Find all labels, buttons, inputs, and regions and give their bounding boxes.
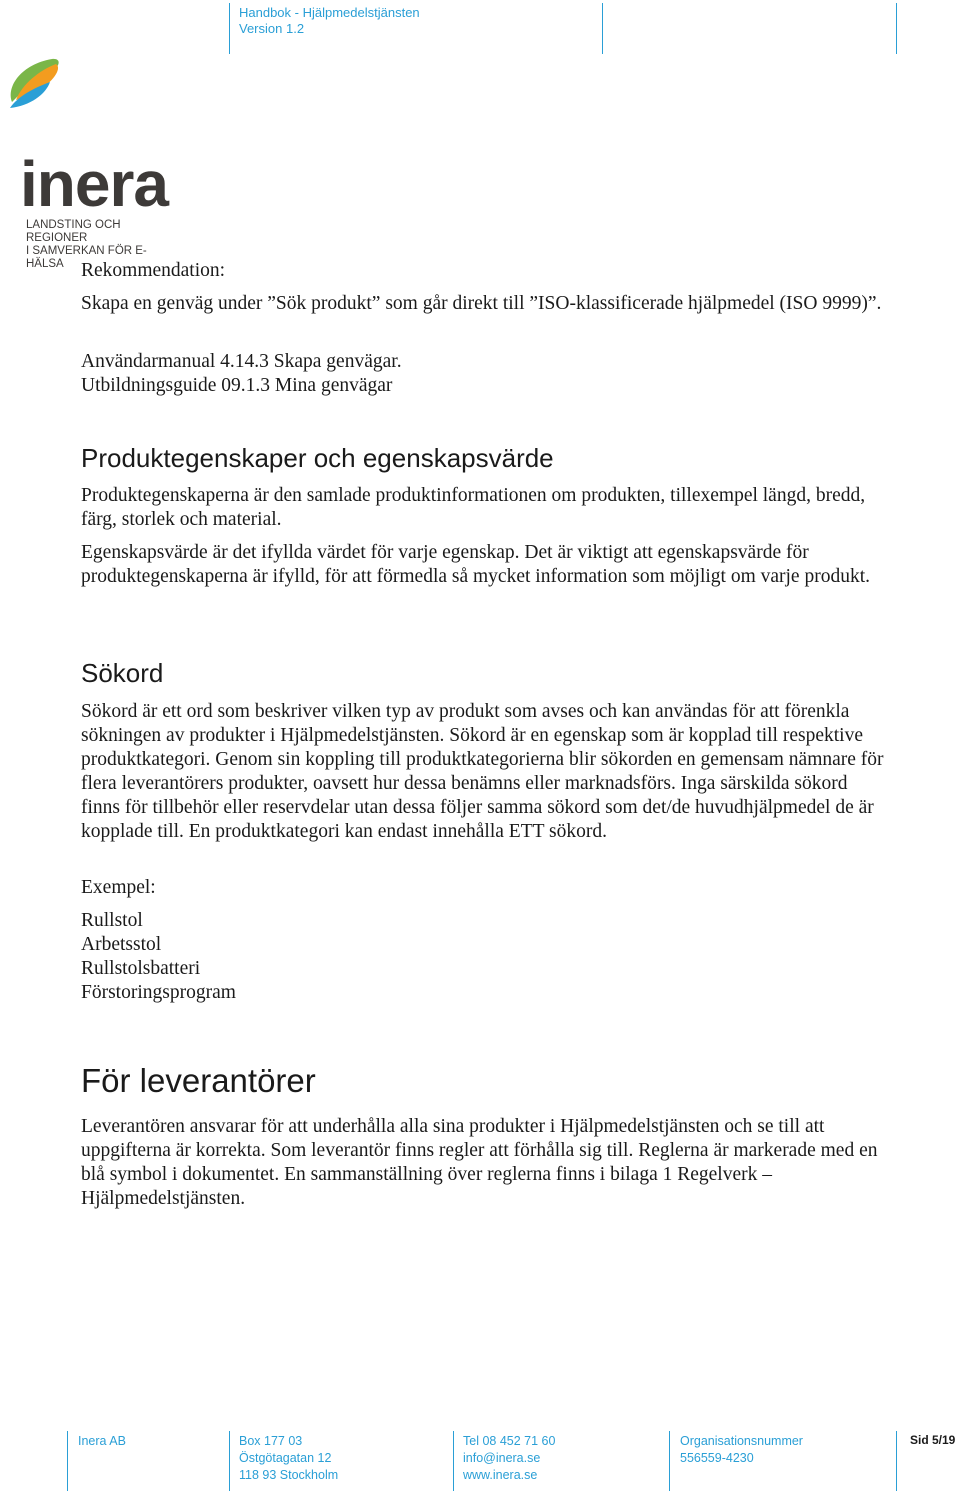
footer-phone: Tel 08 452 71 60 — [463, 1434, 556, 1448]
heading-leverantorer: För leverantörer — [81, 1062, 316, 1099]
header-divider-2 — [602, 3, 603, 54]
paragraph-egenskapsvarde: Egenskapsvärde är det ifyllda värdet för varje egenskap. Det är viktigt att egenskapsvärde för produktegenskaperna är ifylld, för att förmedla så mycket information som möjligt om varje produkt. — [81, 542, 870, 587]
footer-org: Organisationsnummer 556559-4230 — [680, 1434, 803, 1465]
footer-email[interactable]: info@inera.se — [463, 1451, 541, 1465]
heading-sokord: Sökord — [81, 658, 164, 688]
footer-address: Box 177 03 Östgötagatan 12 118 93 Stockholm — [239, 1434, 339, 1482]
footer-divider-5 — [896, 1431, 897, 1491]
paragraph-sokord: Sökord är ett ord som beskriver vilken typ av produkt som avses och kan användas för att förenkla sökningen av produkter i Hjälpmedelstjänsten. Sökord är en egenskap som är kopplad till respektive produktkategori. Genom sin koppling till produktkategorierna blir sökorden en gemensam nämnare för flera leverantörers produkter, oavsett hur dessa benämns eller marknadsförs. Inga särskilda sökord finns för tillbehör eller reservdelar utan dessa följer samma sökord som det/de huvudhjälpmedel de är kopplade till. En produktkategori kan endast innehålla ETT sökord. — [81, 701, 884, 842]
footer-divider-4 — [669, 1431, 670, 1491]
list-item: Rullstol — [81, 910, 143, 931]
examples-list — [81, 909, 236, 1005]
footer-company: Inera AB — [78, 1434, 126, 1448]
reference-guide: Utbildningsguide 09.1.3 Mina genvägar — [81, 375, 393, 396]
header-divider-3 — [896, 3, 897, 54]
page-number: Sid 5/19 — [910, 1433, 956, 1447]
list-item: Förstoringsprogram — [81, 982, 236, 1003]
logo-wordmark: inera — [20, 148, 168, 220]
footer-divider-2 — [229, 1431, 230, 1491]
recommendation-label: Rekommendation: — [81, 260, 226, 281]
footer-divider-1 — [67, 1431, 68, 1491]
heading-produktegenskaper: Produktegenskaper och egenskapsvärde — [81, 443, 554, 473]
logo-tagline: LANDSTING OCH REGIONER I SAMVERKAN FÖR E-HÄLSA — [26, 219, 147, 270]
header-divider-1 — [229, 3, 230, 54]
paragraph-leverantorer: Leverantören ansvarar för att underhålla alla sina produkter i Hjälpmedelstjänsten och se till att uppgifterna är korrekta. Som leverantör finns regler att förhålla sig till. Reglerna är markerade med en blå symbol i dokumentet. En sammanställning över reglerna finns i bilaga 1 Regelverk – Hjälpmedelstjänsten. — [81, 1116, 878, 1209]
footer-website[interactable]: www.inera.se — [463, 1468, 538, 1482]
document-title: Handbok - Hjälpmedelstjänsten — [239, 5, 420, 20]
inera-logo — [4, 56, 174, 270]
reference-manual: Användarmanual 4.14.3 Skapa genvägar. — [81, 351, 402, 372]
list-item: Rullstolsbatteri — [81, 958, 201, 979]
paragraph-produktegenskaper: Produktegenskaperna är den samlade produktinformationen om produkten, tillexempel längd, bredd, färg, storlek och material. — [81, 485, 866, 530]
header-block — [239, 5, 420, 37]
footer-divider-3 — [453, 1431, 454, 1491]
list-item: Arbetsstol — [81, 934, 162, 955]
logo-mark-icon — [4, 56, 64, 112]
document-version: Version 1.2 — [239, 21, 305, 36]
examples-label: Exempel: — [81, 877, 156, 898]
footer-contact — [463, 1433, 555, 1484]
recommendation-text: Skapa en genväg under ”Sök produkt” som går direkt till ”ISO-klassificerade hjälpmedel (ISO 9999)”. — [81, 293, 882, 314]
